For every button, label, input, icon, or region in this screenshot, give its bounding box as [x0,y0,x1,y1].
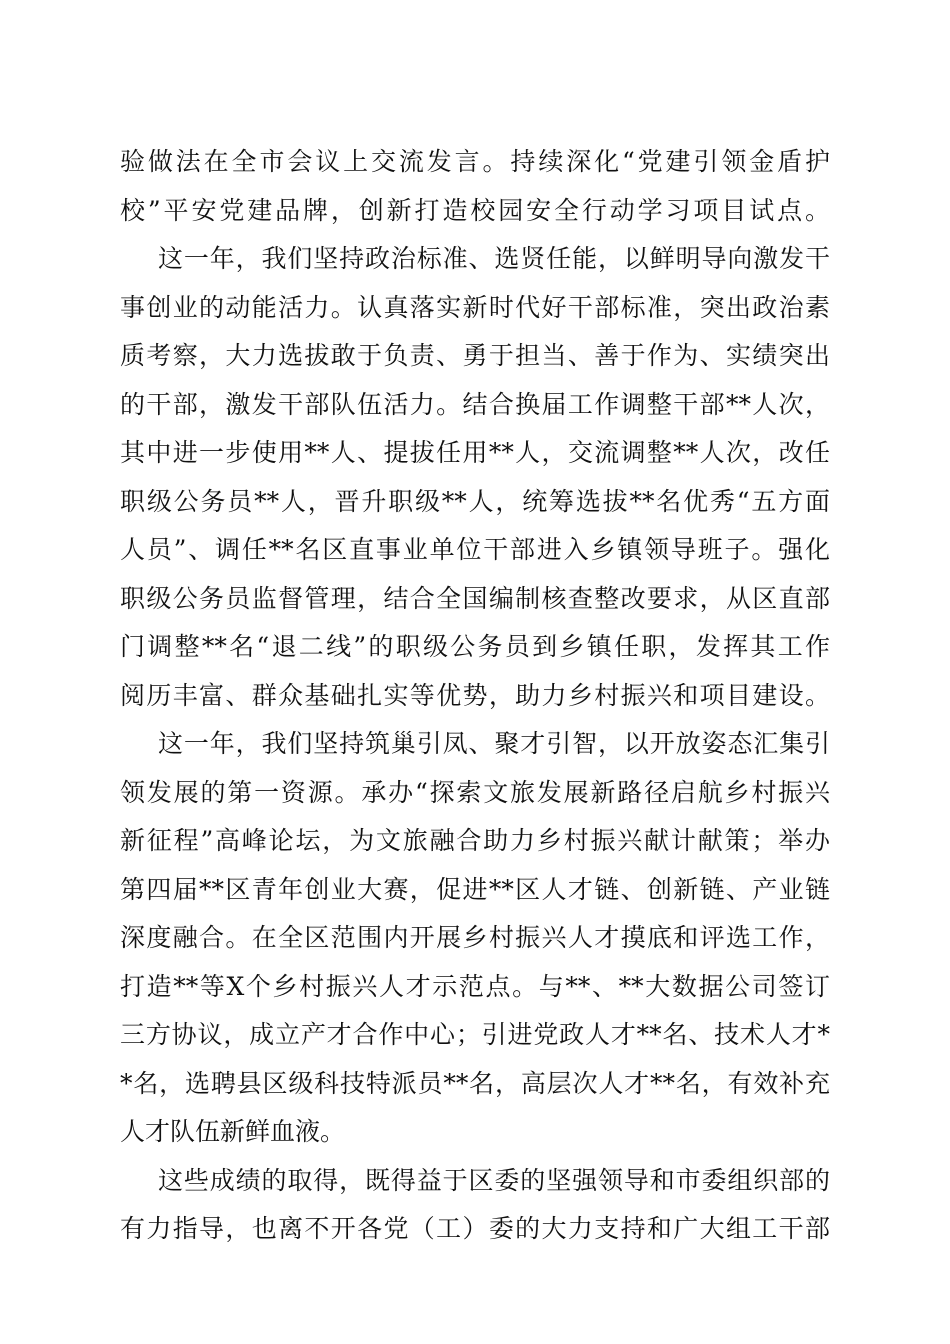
text-line: *名，选聘县区级科技特派员**名，高层次人才**名，有效补充 [120,1068,830,1098]
text-line: 第四届**区青年创业大赛，促进**区人才链、创新链、产业链 [120,874,830,904]
text-line: 校”平安党建品牌，创新打造校园安全行动学习项目试点。 [120,195,830,225]
text-line: 验做法在全市会议上交流发言。持续深化“党建引领金盾护 [120,147,830,176]
text-line: 事创业的动能活力。认真落实新时代好干部标准，突出政治素 [120,292,830,322]
text-line: 职级公务员**人，晋升职级**人，统筹选拔**名优秀“五方面 [120,486,830,516]
text-line: 三方协议，成立产才合作中心；引进党政人才**名、技术人才* [120,1020,830,1049]
paragraph-start-line: 这一年，我们坚持筑巢引凤、聚才引智，以开放姿态汇集引 [158,729,830,758]
text-line: 门调整**名“退二线”的职级公务员到乡镇任职，发挥其工作 [120,632,830,661]
text-line: 质考察，大力选拔敢于负责、勇于担当、善于作为、实绩突出 [120,341,830,370]
text-line: 人员”、调任**名区直事业单位干部进入乡镇领导班子。强化 [120,535,830,564]
body-text [120,138,830,1254]
text-line: 有力指导，也离不开各党（工）委的大力支持和广大组工干部 [120,1214,830,1243]
text-line: 领发展的第一资源。承办“探索文旅发展新路径启航乡村振兴 [120,777,830,807]
text-line: 阅历丰富、群众基础扎实等优势，助力乡村振兴和项目建设。 [120,680,830,710]
paragraph-end-line: 人才队伍新鲜血液。 [120,1117,346,1146]
text-line: 的干部，激发干部队伍活力。结合换届工作调整干部**人次， [120,389,830,419]
paragraph-start-line: 这些成绩的取得，既得益于区委的坚强领导和市委组织部的 [158,1165,830,1195]
text-line: 新征程”高峰论坛，为文旅融合助力乡村振兴献计献策；举办 [120,826,830,855]
text-line: 深度融合。在全区范围内开展乡村振兴人才摸底和评选工作， [120,923,830,952]
text-line: 其中进一步使用**人、提拔任用**人，交流调整**人次，改任 [120,438,830,467]
paragraph-start-line: 这一年，我们坚持政治标准、选贤任能，以鲜明导向激发干 [158,244,830,273]
text-line: 打造**等X个乡村振兴人才示范点。与**、**大数据公司签订 [120,971,830,1001]
text-line: 职级公务员监督管理，结合全国编制核查整改要求，从区直部 [120,583,830,613]
